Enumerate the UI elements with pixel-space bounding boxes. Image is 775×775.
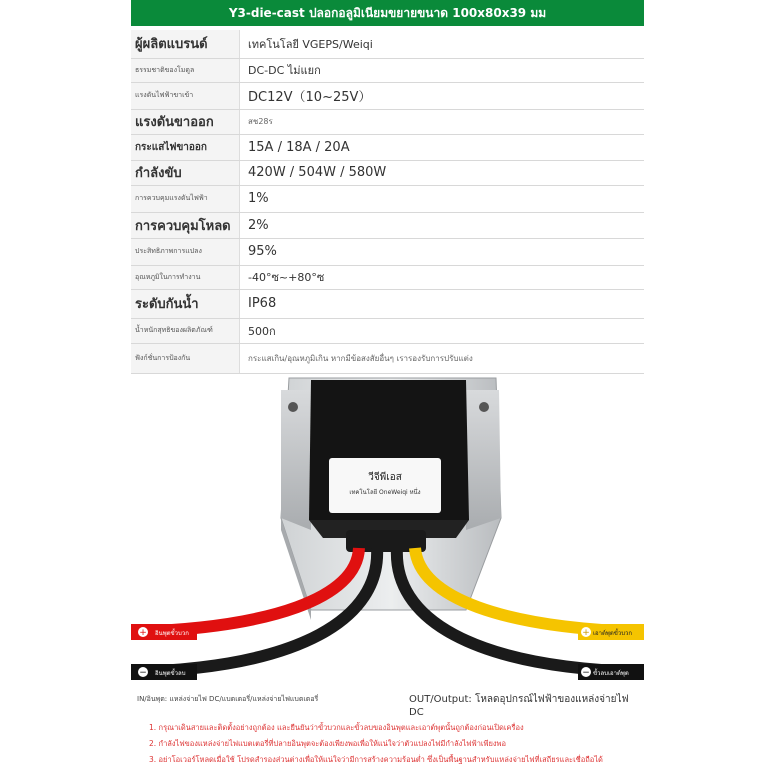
minus-sign: − xyxy=(139,668,147,678)
spec-value: 2% xyxy=(240,212,645,238)
spec-value: DC12V（10~25V） xyxy=(240,82,645,109)
spec-row xyxy=(131,82,644,109)
product-page xyxy=(131,0,644,775)
spec-row xyxy=(131,109,644,134)
spec-key: กำลังขับ xyxy=(131,160,240,185)
plus-sign: + xyxy=(139,628,147,638)
spec-row xyxy=(131,185,644,212)
spec-value: IP68 xyxy=(240,289,645,318)
spec-value: DC-DC ไม่แยก xyxy=(240,58,645,82)
spec-value: 1% xyxy=(240,185,645,212)
input-caption: IN/อินพุต: แหล่งจ่ายไฟ DC/แบตเตอรี่/แหล่งจ่ายไฟแบตเตอรี่ xyxy=(137,695,319,703)
note-item: 2. กำลังไฟของแหล่งจ่ายไฟแบตเตอรี่ที่ปลายอินพุตจะต้องเพียงพอเพื่อให้แน่ใจว่าตัวแปลงไฟมีกำลังไฟฟ้าเพียงพอ xyxy=(149,739,506,748)
spec-key: อุณหภูมิในการทำงาน xyxy=(131,265,240,289)
note-item: 1. กรุณาเดินสายและติดตั้งอย่างถูกต้อง และยืนยันว่าขั้วบวกและขั้วลบของอินพุตและเอาต์พุตนั้นถูกต้องก่อนเปิดเครื่อง xyxy=(149,723,524,732)
spec-value: 500ก xyxy=(240,318,645,343)
spec-value: เทคโนโลยี VGEPS/Weiqi xyxy=(240,30,645,58)
spec-key: ผู้ผลิตแบรนด์ xyxy=(131,30,240,58)
spec-value: กระแสเกิน/อุณหภูมิเกิน หากมีข้อสงสัยอื่นๆ เรารองรับการปรับแต่ง xyxy=(240,343,645,373)
spec-key: กระแสไฟขาออก xyxy=(131,134,240,160)
converter-photo xyxy=(131,370,644,690)
plus-sign: + xyxy=(582,628,590,638)
screw-hole-icon xyxy=(479,402,489,412)
note-item: 3. อย่าโอเวอร์โหลดเมื่อใช้ โปรดสำรองส่วนต่างเพื่อให้แน่ใจว่ามีการสร้างความร้อนต่ำ ซึ่งเป็นพื้นฐานสำหรับแหล่งจ่ายไฟที่เสถียรและเชื่อถือได้ xyxy=(149,755,603,764)
tag-output-positive-label: เอาต์พุตขั้วบวก xyxy=(593,630,633,637)
output-caption: OUT/Output: โหลดอุปกรณ์ไฟฟ้าของแหล่งจ่ายไฟ DC xyxy=(409,694,629,718)
spec-key: ฟังก์ชั่นการป้องกัน xyxy=(131,343,240,373)
spec-key: แรงดันไฟฟ้าขาเข้า xyxy=(131,82,240,109)
tag-input-positive-label: อินพุตขั้วบวก xyxy=(155,630,189,637)
tag-input-negative-label: อินพุตขั้วลบ xyxy=(155,670,186,677)
label-brand: วีจีพีเอส xyxy=(368,472,402,483)
spec-row xyxy=(131,289,644,318)
spec-row xyxy=(131,238,644,265)
spec-value: สช28ร xyxy=(240,109,645,134)
spec-key: ธรรมชาติของโมดูล xyxy=(131,58,240,82)
spec-value: 420W / 504W / 580W xyxy=(240,160,645,185)
product-label xyxy=(329,458,441,513)
spec-key: น้ำหนักสุทธิของผลิตภัณฑ์ xyxy=(131,318,240,343)
page-title: Y3-die-cast ปลอกอลูมิเนียมขยายขนาด 100x80x39 มม xyxy=(131,0,644,26)
spec-row xyxy=(131,343,644,373)
label-subtitle: เทคโนโลยี OneWeiqi หนึ่ง xyxy=(349,489,421,496)
minus-sign: − xyxy=(582,668,590,678)
spec-key: การควบคุมโหลด xyxy=(131,212,240,238)
spec-key: ระดับกันน้ำ xyxy=(131,289,240,318)
notes-list xyxy=(149,720,629,768)
spec-key: ประสิทธิภาพการแปลง xyxy=(131,238,240,265)
tag-output-negative-label: ขั้วลบเอาต์พุต xyxy=(593,670,629,677)
spec-row xyxy=(131,30,644,58)
spec-value: -40°ซ~+80°ซ xyxy=(240,265,645,289)
spec-row xyxy=(131,212,644,238)
spec-key: แรงดันขาออก xyxy=(131,109,240,134)
spec-value: 15A / 18A / 20A xyxy=(240,134,645,160)
spec-table xyxy=(131,30,644,374)
spec-row xyxy=(131,58,644,82)
spec-value: 95% xyxy=(240,238,645,265)
spec-row xyxy=(131,134,644,160)
screw-hole-icon xyxy=(288,402,298,412)
spec-key: การควบคุมแรงดันไฟฟ้า xyxy=(131,185,240,212)
spec-row xyxy=(131,265,644,289)
spec-row xyxy=(131,318,644,343)
spec-row xyxy=(131,160,644,185)
